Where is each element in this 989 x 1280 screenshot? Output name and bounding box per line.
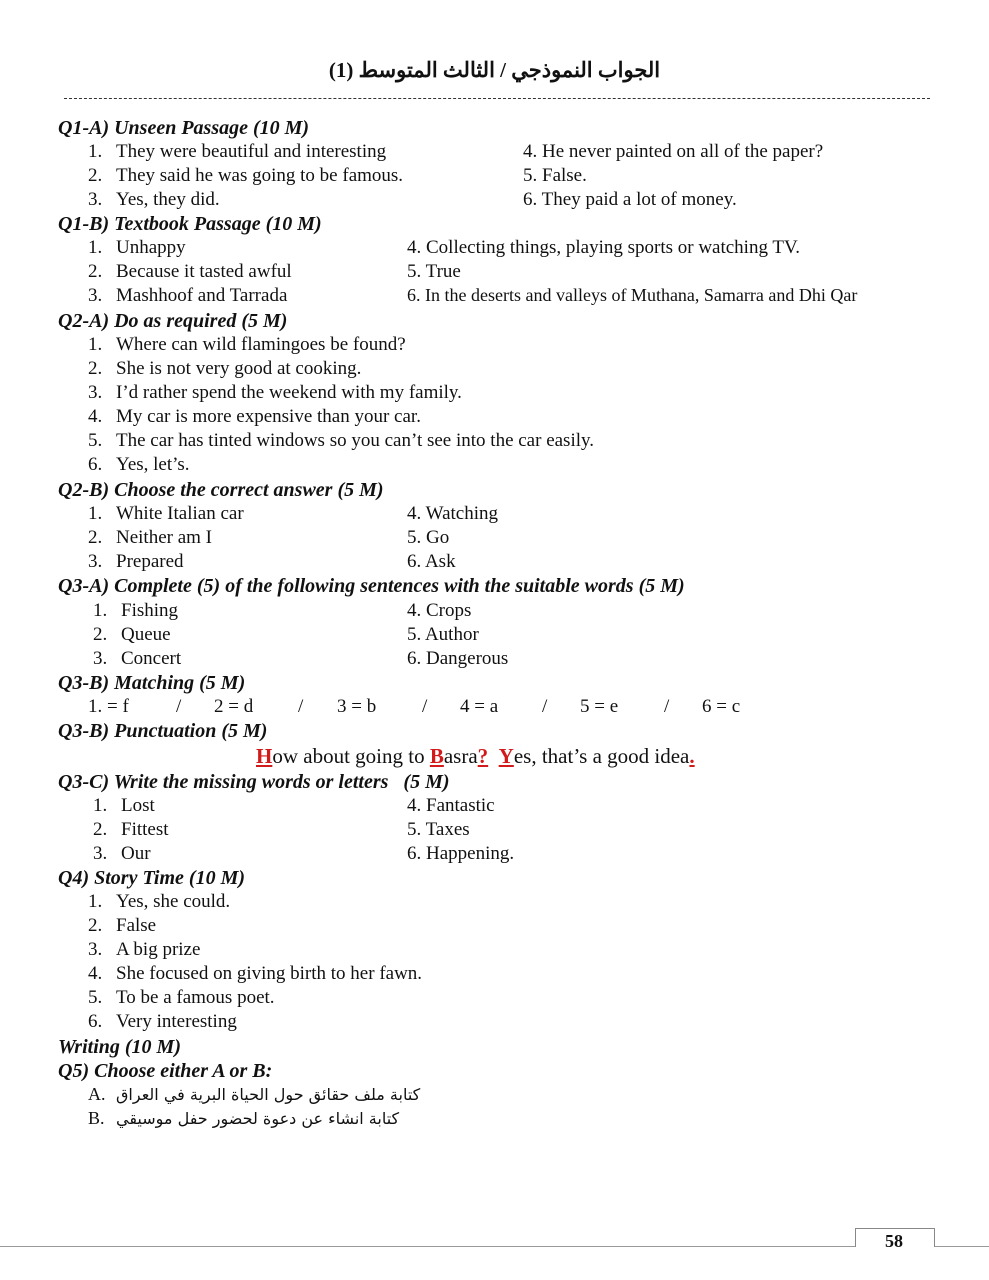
- list-item: 6. Very interesting: [88, 1011, 237, 1032]
- list-item: 1. Unhappy: [88, 237, 186, 258]
- list-item: 3. I’d rather spend the weekend with my family.: [88, 382, 462, 403]
- list-item: 5. False.: [523, 165, 587, 186]
- list-item: 3. Our: [93, 843, 151, 864]
- page-title: الجواب النموذجي / الثالث المتوسط (1): [328, 58, 661, 82]
- q3a-title: Q3-A) Complete (5) of the following sentences with the suitable words (5 M): [58, 575, 685, 597]
- list-item: 4. My car is more expensive than your car.: [88, 406, 421, 427]
- dashed-divider: [64, 98, 930, 99]
- list-item: 2. She is not very good at cooking.: [88, 358, 362, 379]
- list-item: 5. Taxes: [407, 819, 470, 840]
- list-item: 6. Happening.: [407, 843, 515, 864]
- list-item: 5. Go: [407, 527, 450, 548]
- q3b-matching-title: Q3-B) Matching (5 M): [58, 672, 246, 694]
- list-item: 6. In the deserts and valleys of Muthana, Samarra and Dhi Qar: [407, 285, 858, 305]
- list-item: 3. Yes, they did.: [88, 189, 220, 210]
- list-item: 6. Dangerous: [407, 648, 509, 669]
- match-pair: 5 = e: [580, 696, 619, 717]
- list-item: 6. They paid a lot of money.: [523, 189, 737, 210]
- list-item: 2. They said he was going to be famous.: [88, 165, 404, 186]
- list-item: 4. She focused on giving birth to her fawn.: [88, 963, 423, 984]
- list-item: 5. The car has tinted windows so you can’t see into the car easily.: [88, 430, 595, 451]
- page-number: 58: [885, 1231, 903, 1251]
- list-item: 6. Ask: [407, 551, 456, 572]
- match-pair: 3 = b: [337, 696, 377, 717]
- list-item: 5. To be a famous poet.: [88, 987, 275, 1008]
- punctuation-sentence: How about going to Basra? Yes, that’s a good idea.: [256, 744, 695, 768]
- match-pair: 4 = a: [460, 696, 499, 717]
- list-item: 5. Author: [407, 624, 479, 645]
- q1a-title: Q1-A) Unseen Passage (10 M): [58, 117, 310, 139]
- writing-title: Writing (10 M): [58, 1036, 181, 1058]
- q1b-title: Q1-B) Textbook Passage (10 M): [58, 213, 322, 235]
- list-item: 4. Collecting things, playing sports or watching TV.: [407, 237, 800, 258]
- match-separator: /: [176, 696, 182, 717]
- list-item: 4. Watching: [407, 503, 498, 524]
- match-separator: /: [298, 696, 304, 717]
- list-item: 3. Prepared: [88, 551, 184, 572]
- match-separator: /: [542, 696, 548, 717]
- q2a-title: Q2-A) Do as required (5 M): [58, 310, 288, 332]
- list-item: 2. Queue: [93, 624, 171, 645]
- q4-title: Q4) Story Time (10 M): [58, 867, 246, 889]
- q3b-punctuation-title: Q3-B) Punctuation (5 M): [58, 720, 268, 742]
- list-item: 5. True: [407, 261, 461, 282]
- list-item: 6. Yes, let’s.: [88, 454, 190, 475]
- q3c-title: Q3-C) Write the missing words or letters (5 M): [58, 771, 450, 793]
- list-item: 1. Where can wild flamingoes be found?: [88, 334, 406, 355]
- match-pair: 6 = c: [702, 696, 741, 717]
- list-item: 2. Neither am I: [88, 527, 213, 548]
- list-item: 4. Crops: [407, 600, 472, 621]
- option-a: A. كتابة ملف حقائق حول الحياة البرية في العراق: [88, 1084, 421, 1104]
- q2b-title: Q2-B) Choose the correct answer (5 M): [58, 479, 384, 501]
- match-pair: 1. = f: [88, 696, 129, 717]
- match-separator: /: [664, 696, 670, 717]
- list-item: 4. Fantastic: [407, 795, 495, 816]
- option-b: B. كتابة انشاء عن دعوة لحضور حفل موسيقي: [88, 1108, 400, 1128]
- list-item: 3. Concert: [93, 648, 182, 669]
- list-item: 1. Fishing: [93, 600, 179, 621]
- list-item: 1. White Italian car: [88, 503, 244, 524]
- match-pair: 2 = d: [214, 696, 254, 717]
- list-item: 1. Lost: [93, 795, 155, 816]
- list-item: 2. Fittest: [93, 819, 169, 840]
- list-item: 3. A big prize: [88, 939, 201, 960]
- list-item: 2. False: [88, 915, 157, 936]
- list-item: 1. They were beautiful and interesting: [88, 141, 387, 162]
- footer-line: [0, 1246, 989, 1247]
- list-item: 4. He never painted on all of the paper?: [523, 141, 824, 162]
- match-separator: /: [422, 696, 428, 717]
- list-item: 1. Yes, she could.: [88, 891, 231, 912]
- list-item: 2. Because it tasted awful: [88, 261, 292, 282]
- list-item: 3. Mashhoof and Tarrada: [88, 285, 288, 306]
- q5-title: Q5) Choose either A or B:: [58, 1060, 273, 1082]
